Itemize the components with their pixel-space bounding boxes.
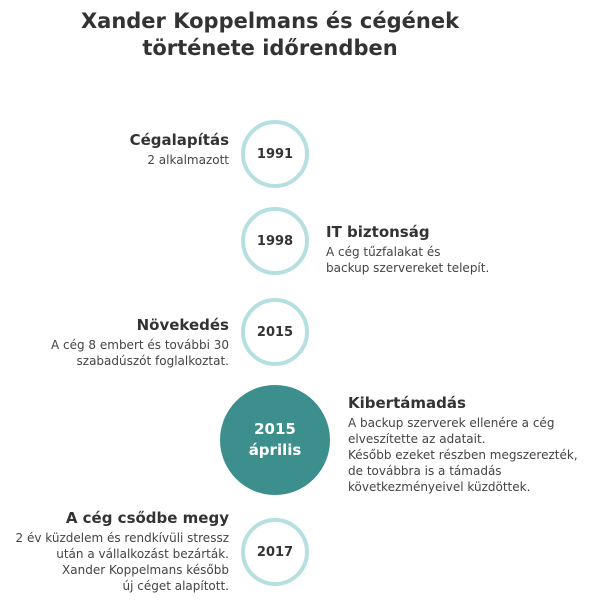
year-label: 1991 — [256, 146, 294, 162]
event-description: 2 alkalmazott — [147, 153, 229, 167]
event-description: 2 év küzdelem és rendkívüli stressz után a vállalkozást bezárták. Xander Koppelmans később új céget alapított. — [15, 531, 229, 593]
event-title: A cég csődbe megy — [65, 509, 229, 527]
month-label: április — [248, 441, 302, 459]
event-kibertamadas — [348, 393, 578, 495]
title-line-1: Xander Koppelmans és cégének — [80, 9, 460, 33]
event-title: Növekedés — [136, 316, 229, 334]
year-circle-2015-aprilis — [220, 385, 330, 495]
event-description: A cég tűzfalakat és backup szervereket telepít. — [326, 245, 490, 275]
year-label: 2015 — [254, 420, 296, 438]
event-description: A backup szerverek ellenére a cég elveszítette az adatait. Később ezeket részben megszerezték, de továbbra is a támadás következményeivel küzdöttek. — [348, 416, 578, 494]
year-circle-1991 — [241, 120, 309, 188]
event-csodbe-megy — [16, 508, 229, 594]
year-label: 1998 — [256, 233, 294, 249]
event-it-biztonsag — [326, 222, 489, 276]
year-circle-1998 — [241, 207, 309, 275]
year-label: 2017 — [256, 544, 294, 560]
year-circle-2017 — [241, 518, 309, 586]
year-label: 2015 — [256, 324, 294, 340]
page-title — [0, 8, 540, 62]
event-cegalapitas — [130, 130, 229, 168]
event-title: Kibertámadás — [348, 394, 466, 412]
event-novekedes — [51, 315, 229, 369]
title-line-2: története időrendben — [142, 36, 398, 60]
event-title: Cégalapítás — [129, 131, 229, 149]
year-circle-2015 — [241, 298, 309, 366]
event-title: IT biztonság — [326, 223, 430, 241]
event-description: A cég 8 embert és további 30 szabadúszót foglalkoztat. — [50, 338, 229, 368]
